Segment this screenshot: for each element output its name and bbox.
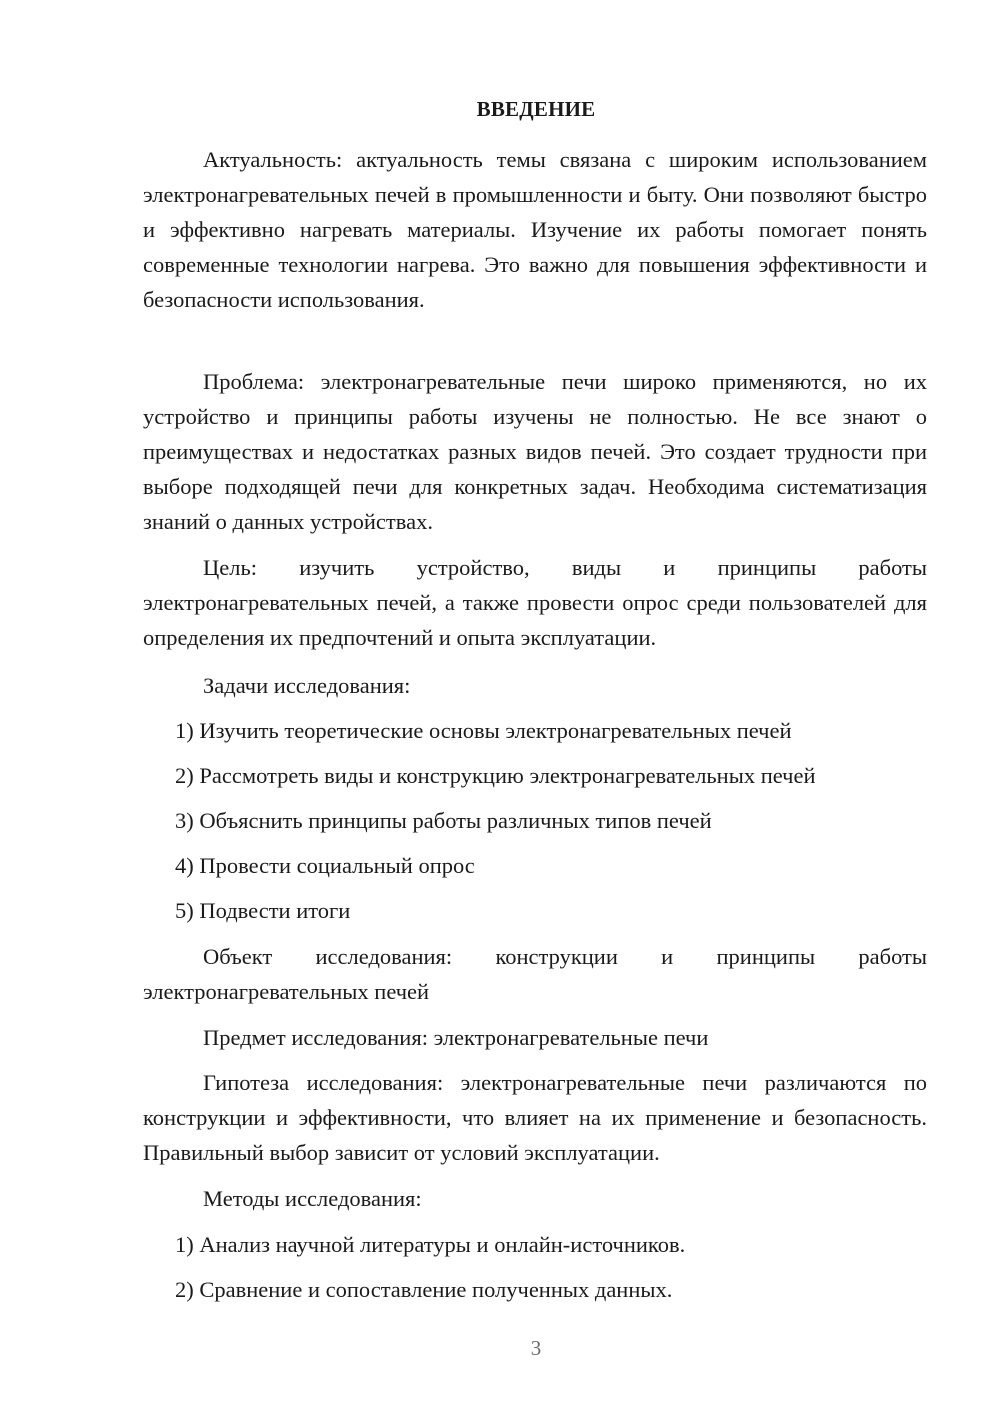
section-title: ВВЕДЕНИЕ bbox=[476, 97, 596, 121]
task-item-1: 1) Изучить теоретические основы электронагревательных печей bbox=[175, 718, 792, 743]
method-item-1: 1) Анализ научной литературы и онлайн-источников. bbox=[175, 1232, 686, 1257]
method-item-2: 2) Сравнение и сопоставление полученных данных. bbox=[175, 1277, 673, 1302]
page-number: 3 bbox=[530, 1336, 542, 1360]
object-paragraph: Объект исследования: конструкции и принципы работы электронагревательных печей bbox=[143, 944, 927, 1004]
task-item-3: 3) Объяснить принципы работы различных типов печей bbox=[175, 808, 712, 833]
goal-paragraph: Цель: изучить устройство, виды и принципы работы электронагревательных печей, а также провести опрос среди пользователей для определения их предпочтений и опыта эксплуатации. bbox=[143, 555, 927, 650]
tasks-heading: Задачи исследования: bbox=[203, 673, 411, 698]
task-item-5: 5) Подвести итоги bbox=[175, 898, 351, 923]
subject-paragraph: Предмет исследования: электронагревательные печи bbox=[203, 1025, 709, 1050]
methods-heading: Методы исследования: bbox=[203, 1186, 422, 1211]
task-item-4: 4) Провести социальный опрос bbox=[175, 853, 475, 878]
task-item-2: 2) Рассмотреть виды и конструкцию электронагревательных печей bbox=[175, 763, 816, 788]
relevance-paragraph: Актуальность: актуальность темы связана с широким использованием электронагревательных печей в промышленности и быту. Они позволяют быстро и эффективно нагревать материалы. Изучение их работы помогает понять современные технологии нагрева. Это важно для повышения эффективности и безопасности использования. bbox=[143, 147, 927, 312]
problem-paragraph: Проблема: электронагревательные печи широко применяются, но их устройство и принципы работы изучены не полностью. Не все знают о преимуществах и недостатках разных видов печей. Это создает трудности при выборе подходящей печи для конкретных задач. Необходима систематизация знаний о данных устройствах. bbox=[143, 369, 927, 534]
hypothesis-paragraph: Гипотеза исследования: электронагревательные печи различаются по конструкции и эффективности, что влияет на их применение и безопасность. Правильный выбор зависит от условий эксплуатации. bbox=[143, 1070, 927, 1165]
